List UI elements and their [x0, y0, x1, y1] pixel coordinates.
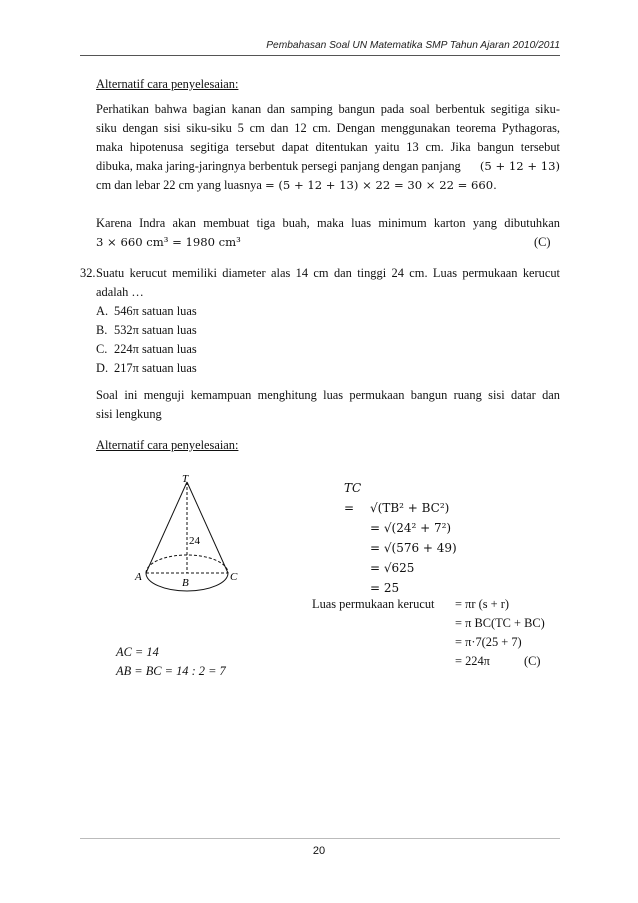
para-line [96, 176, 560, 195]
answer-label: (C) [524, 654, 541, 668]
para-line-text: dibuka, maka jaring-jaringnya berbentuk persegi panjang dengan panjang [96, 159, 461, 173]
surface-step: = 224π [455, 654, 490, 668]
option-text: 224π satuan luas [114, 342, 197, 356]
tc-step: = 25 [370, 581, 400, 595]
surface-step: = π BC(TC + BC) [455, 616, 545, 630]
intro-text: sisi lengkung [96, 407, 162, 421]
question-text: adalah … [96, 285, 144, 299]
para-line: siku dengan sisi siku-siku 5 cm dan 12 cm. Dengan menggunakan teorema Pythagoras, [96, 121, 560, 135]
para-math: = (5 + 12 + 13) × 22 = 30 × 22 = 660. [264, 178, 497, 192]
option-letter: D. [96, 361, 109, 375]
section-heading-2: Alternatif cara penyelesaian: [96, 438, 239, 452]
question-number: 32. [80, 266, 96, 280]
option-b [96, 321, 197, 340]
option-letter: A. [96, 304, 109, 318]
para-line: Perhatikan bahwa bagian kanan dan samping bangun pada soal berbentuk segitiga siku- [96, 102, 560, 116]
label-c: C [230, 571, 238, 583]
option-text: 217π satuan luas [114, 361, 197, 375]
footer-rule [80, 838, 560, 839]
option-c [96, 340, 197, 359]
question-text: Suatu kerucut memiliki diameter alas 14 cm dan tinggi 24 cm. Luas permukaan kerucut [96, 266, 560, 280]
option-text: 546π satuan luas [114, 304, 197, 318]
cone-figure [130, 472, 250, 602]
option-letter: B. [96, 323, 108, 337]
cone-left-edge [146, 482, 187, 573]
para-math: (5 + 12 + 13) [479, 159, 560, 173]
paragraph-pythagoras [96, 100, 560, 195]
page-number: 20 [312, 845, 326, 857]
option-a [96, 302, 197, 321]
answer-label: (C) [534, 235, 551, 249]
option-list [96, 302, 197, 378]
tc-lhs: TC = [344, 481, 362, 515]
para-line-text: cm dan lebar 22 cm yang luasnya [96, 178, 262, 192]
option-letter: C. [96, 342, 108, 356]
tc-rhs: √(TB² + BC²) [370, 501, 450, 515]
ab-line: AB = BC = 14 : 2 = 7 [116, 664, 226, 678]
label-a: A [135, 571, 142, 583]
para-line: maka hipotenusa segitiga tersebut dapat ditentukan yaitu 13 cm. Jika bangun tersebut [96, 140, 560, 154]
surface-step: = π·7(25 + 7) [455, 635, 522, 649]
tc-calculation [344, 478, 457, 598]
label-t: T [182, 473, 189, 485]
running-header: Pembahasan Soal UN Matematika SMP Tahun Ajaran 2010/2011 [266, 40, 560, 51]
height-label: 24 [189, 535, 200, 547]
section-heading-1: Alternatif cara penyelesaian: [96, 77, 239, 91]
tc-step: = √(576 + 49) [370, 541, 457, 555]
option-text: 532π satuan luas [114, 323, 197, 337]
tc-step [344, 478, 457, 518]
ac-line: AC = 14 [116, 645, 159, 659]
paragraph-conclusion: Karena Indra akan membuat tiga buah, maka luas minimum karton yang dibutuhkan [96, 216, 560, 230]
tc-step: = √625 [370, 561, 415, 575]
conclusion-math: 3 × 660 cm³ = 1980 cm³ [96, 235, 241, 249]
tc-step: = √(24² + 7²) [370, 521, 452, 535]
intro-text: Soal ini menguji kemampuan menghitung luas permukaan bangun ruang sisi datar dan [96, 388, 560, 402]
surface-label: Luas permukaan kerucut [312, 597, 435, 611]
header-rule [80, 55, 560, 56]
label-b: B [182, 577, 189, 589]
option-d [96, 359, 197, 378]
surface-step: = πr (s + r) [455, 597, 509, 611]
para-line [96, 157, 560, 176]
cone-right-edge [187, 482, 228, 573]
